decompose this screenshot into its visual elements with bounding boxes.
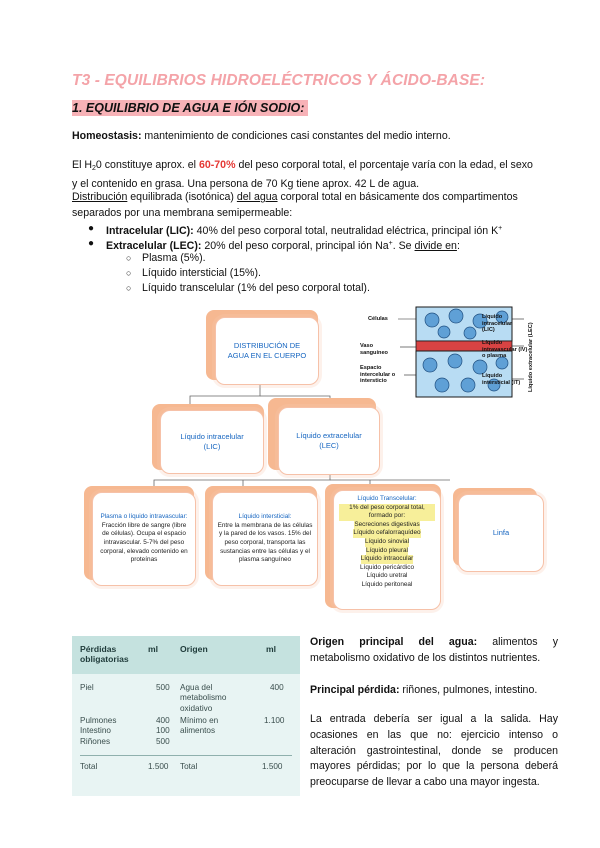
- schematic-space-label: Espacio intercelular o intersticio: [360, 365, 396, 384]
- interstitial-text: Entre la membrana de las células y la pared de los vasos. 15% del peso corporal, transporta las sustancias entre las células y el plasma sanguíneo: [217, 521, 313, 564]
- root-label: DISTRIBUCIÓN DE AGUA EN EL CUERPO: [227, 341, 307, 360]
- table-cell: Intestino: [80, 726, 111, 735]
- transcellular-item: Líquido uretral: [366, 572, 408, 580]
- origin-term: Origen principal del agua:: [310, 636, 478, 648]
- schematic-lec-label: Líquido extracelular (LEC): [528, 322, 534, 392]
- sub-item-transcellular: [126, 281, 370, 297]
- lec-text-2: . Se: [392, 240, 415, 252]
- water-text-b: 0 constituye aprox. el: [95, 159, 199, 171]
- sub-item-text: Líquido intersticial (15%).: [142, 267, 261, 279]
- transcellular-item: Líquido cefalorraquídeo: [353, 529, 421, 537]
- table-cell: Riñones: [80, 737, 111, 746]
- table-cell: 400: [156, 716, 170, 725]
- sub-item-text: Líquido transcelular (1% del peso corporal total).: [142, 282, 370, 294]
- origin-text: alimentos y metabolismo oxidativo de los distintos nutrientes.: [310, 636, 558, 664]
- linfa-label: Linfa: [492, 528, 510, 537]
- sub-item-text: Plasma (5%).: [142, 252, 206, 264]
- plasma-title: Plasma o líquido intravascular:: [100, 513, 188, 521]
- origin-paragraph: [310, 635, 558, 667]
- water-percentage: 60-70%: [198, 159, 236, 171]
- schematic-lit-label: Líquido intersticial (IT): [482, 373, 521, 386]
- table-cell: Total: [80, 762, 98, 771]
- distribution-text-a: equilibrada (isotónica): [127, 191, 237, 203]
- schematic-lic-label: Líquido intracelular (LIC): [482, 314, 513, 333]
- k-superscript: +: [498, 225, 503, 232]
- circle-bullet-icon: ○: [126, 268, 132, 278]
- loss-paragraph: [310, 683, 558, 699]
- lic-node: [160, 410, 264, 474]
- plasma-text: Fracción libre de sangre (libre de células). Ocupa el espacio intravascular. 5-7% del peso corporal, elevado contenido en proteínas: [100, 521, 188, 564]
- distribution-underlined: del agua: [236, 191, 278, 203]
- water-balance-table: [72, 636, 300, 796]
- balance-paragraph: La entrada debería ser igual a la salida. Hay ocasiones en las que no: ejercicio intenso o alteración gastrointestinal, donde se producen mayores pérdidas; por lo que la persona deberá preocuparse de llevar a cabo una mayor ingesta.: [310, 713, 558, 789]
- section-heading: 1. EQUILIBRIO DE AGUA E IÓN SODIO:: [72, 100, 308, 116]
- lec-label: Líquido extracelular (LEC): [296, 431, 362, 450]
- circle-bullet-icon: ○: [126, 253, 132, 263]
- transcellular-title: Líquido Transcelular:: [357, 495, 417, 502]
- interstitial-title: Líquido intersticial:: [238, 513, 292, 521]
- table-divider: [80, 755, 292, 756]
- lec-text: 20% del peso corporal, principal ión Na: [201, 240, 389, 252]
- homeostasis-text: mantenimiento de condiciones casi constantes del medio interno.: [141, 130, 451, 142]
- table-header-ml: ml: [266, 644, 277, 654]
- table-cell: 1.500: [262, 762, 283, 771]
- table-header-origin: Origen: [180, 644, 208, 654]
- transcellular-item: Líquido peritoneal: [361, 580, 413, 588]
- lec-node: [278, 407, 380, 475]
- table-header-losses: Pérdidas obligatorias: [80, 644, 129, 664]
- transcellular-item: 1% del peso corporal total, formado por:: [339, 504, 435, 521]
- transcellular-item: Secreciones digestivas: [354, 520, 420, 528]
- table-cell: 500: [156, 737, 170, 746]
- linfa-node: [458, 494, 544, 572]
- lec-divide: divide en: [414, 240, 457, 252]
- transcellular-item: Líquido pericárdico: [360, 563, 414, 571]
- water-text-a: El H: [72, 159, 93, 171]
- loss-term: Principal pérdida:: [310, 684, 400, 696]
- homeostasis-term: Homeostasis:: [72, 130, 142, 142]
- sub-item-interstitial: [126, 266, 261, 282]
- water-text-c: del peso corporal total, el porcentaje varía con la edad, el sexo: [235, 159, 533, 171]
- na-superscript: +: [388, 240, 393, 247]
- page-title: T3 - EQUILIBRIOS HIDROELÉCTRICOS Y ÁCIDO-BASE:: [72, 72, 486, 89]
- interstitial-node: [212, 492, 318, 586]
- plasma-node: [92, 492, 196, 586]
- root-node: [215, 317, 319, 385]
- loss-text: riñones, pulmones, intestino.: [399, 684, 538, 696]
- transcellular-item: Líquido pleural: [366, 546, 408, 554]
- bullet-dot-icon: ●: [88, 238, 95, 249]
- water-paragraph: [72, 158, 533, 192]
- distribution-text-b: corporal total en básicamente dos compartimentos: [277, 191, 518, 203]
- table-cell: Agua del metabolismo oxidativo: [180, 683, 227, 713]
- homeostasis-line: [72, 129, 451, 145]
- table-cell: 500: [156, 683, 170, 692]
- lic-term: Intracelular (LIC):: [106, 225, 194, 237]
- schematic-cells-label: Células: [368, 316, 388, 322]
- table-cell: Piel: [80, 683, 94, 692]
- lic-label: Líquido intracelular (LIC): [180, 432, 244, 451]
- table-cell: 100: [156, 726, 170, 735]
- table-cell: Total: [180, 762, 198, 771]
- schematic-vessel-label: Vaso sanguíneo: [360, 343, 388, 356]
- table-cell: 1.500: [148, 762, 169, 771]
- sub-item-plasma: [126, 251, 206, 267]
- lec-term: Extracelular (LEC):: [106, 240, 202, 252]
- water-text-line2: y el contenido en grasa. Una persona de 70 Kg tiene aprox. 42 L de agua.: [72, 177, 420, 190]
- table-header-ml: ml: [148, 644, 159, 654]
- transcellular-node: [333, 490, 441, 610]
- table-cell: Mínimo en alimentos: [180, 716, 219, 736]
- bullet-dot-icon: ●: [88, 223, 95, 234]
- transcellular-item: Líquido sinovial: [364, 537, 410, 545]
- distribution-text-line2: separados por una membrana semipermeable:: [72, 206, 293, 219]
- table-cell: Pulmones: [80, 716, 117, 725]
- table-cell: 400: [270, 683, 284, 692]
- table-cell: 1.100: [264, 716, 285, 725]
- distribution-paragraph: [72, 190, 518, 221]
- schematic-liv-label: Líquido intravascular (IV) o plasma: [482, 340, 528, 359]
- lic-text: 40% del peso corporal total, neutralidad eléctrica, principal ión K: [193, 225, 499, 237]
- water-subscript: 2: [92, 165, 96, 172]
- transcellular-item: Líquido intraocular: [360, 555, 414, 563]
- distribution-word: Distribución: [72, 191, 128, 203]
- lec-colon: :: [456, 240, 460, 252]
- circle-bullet-icon: ○: [126, 283, 132, 293]
